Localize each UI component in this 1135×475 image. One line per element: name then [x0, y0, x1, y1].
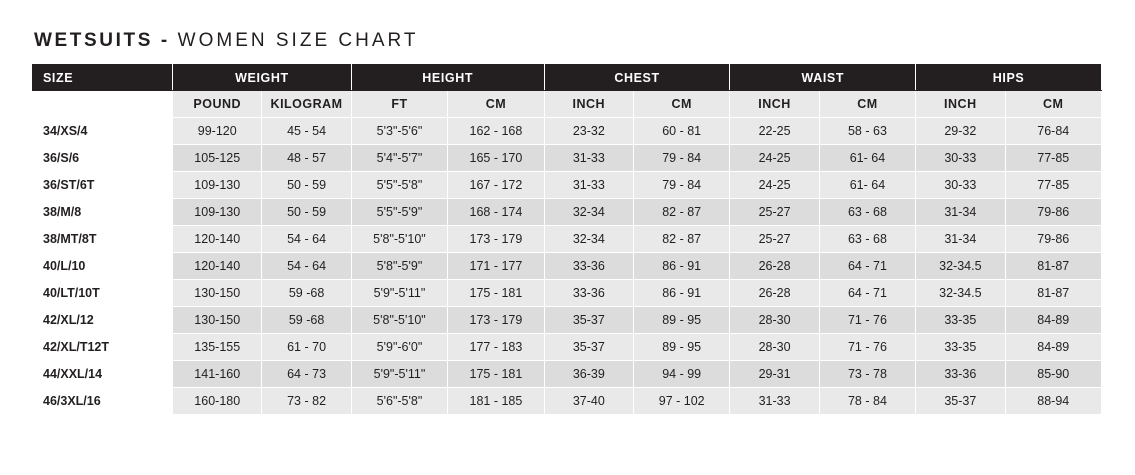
table-row	[33, 145, 1102, 172]
unit-header-pound: POUND	[173, 91, 262, 118]
group-header-size: SIZE	[33, 65, 173, 91]
measurement-cell: 31-33	[730, 388, 819, 415]
measurement-cell: 60 - 81	[633, 118, 729, 145]
measurement-cell: 173 - 179	[448, 307, 544, 334]
measurement-cell: 30-33	[916, 172, 1005, 199]
unit-header-kilogram: KILOGRAM	[262, 91, 351, 118]
measurement-cell: 97 - 102	[633, 388, 729, 415]
measurement-cell: 78 - 84	[819, 388, 915, 415]
unit-header-hips-cm: CM	[1005, 91, 1102, 118]
group-header-chest: CHEST	[544, 65, 730, 91]
measurement-cell: 79 - 84	[633, 172, 729, 199]
measurement-cell: 77-85	[1005, 172, 1102, 199]
table-row	[33, 253, 1102, 280]
measurement-cell: 73 - 82	[262, 388, 351, 415]
measurement-cell: 86 - 91	[633, 280, 729, 307]
measurement-cell: 109-130	[173, 172, 262, 199]
measurement-cell: 31-34	[916, 226, 1005, 253]
measurement-cell: 28-30	[730, 307, 819, 334]
measurement-cell: 171 - 177	[448, 253, 544, 280]
group-header-hips: HIPS	[916, 65, 1102, 91]
measurement-cell: 50 - 59	[262, 172, 351, 199]
measurement-cell: 24-25	[730, 145, 819, 172]
measurement-cell: 5'3"-5'6"	[351, 118, 447, 145]
measurement-cell: 5'8"-5'10"	[351, 226, 447, 253]
size-label-cell: 34/XS/4	[33, 118, 173, 145]
measurement-cell: 45 - 54	[262, 118, 351, 145]
measurement-cell: 25-27	[730, 199, 819, 226]
size-label-cell: 46/3XL/16	[33, 388, 173, 415]
measurement-cell: 33-36	[544, 253, 633, 280]
measurement-cell: 81-87	[1005, 280, 1102, 307]
measurement-cell: 32-34.5	[916, 253, 1005, 280]
measurement-cell: 25-27	[730, 226, 819, 253]
measurement-cell: 31-33	[544, 172, 633, 199]
measurement-cell: 120-140	[173, 226, 262, 253]
measurement-cell: 109-130	[173, 199, 262, 226]
measurement-cell: 79-86	[1005, 226, 1102, 253]
measurement-cell: 94 - 99	[633, 361, 729, 388]
measurement-cell: 79-86	[1005, 199, 1102, 226]
measurement-cell: 88-94	[1005, 388, 1102, 415]
measurement-cell: 30-33	[916, 145, 1005, 172]
measurement-cell: 71 - 76	[819, 307, 915, 334]
measurement-cell: 31-34	[916, 199, 1005, 226]
measurement-cell: 76-84	[1005, 118, 1102, 145]
table-row	[33, 172, 1102, 199]
table-row	[33, 226, 1102, 253]
measurement-cell: 64 - 71	[819, 280, 915, 307]
measurement-cell: 79 - 84	[633, 145, 729, 172]
measurement-cell: 160-180	[173, 388, 262, 415]
measurement-cell: 48 - 57	[262, 145, 351, 172]
unit-header-chest-inch: INCH	[544, 91, 633, 118]
measurement-cell: 89 - 95	[633, 307, 729, 334]
measurement-cell: 33-36	[544, 280, 633, 307]
group-header-waist: WAIST	[730, 65, 916, 91]
size-label-cell: 36/ST/6T	[33, 172, 173, 199]
measurement-cell: 173 - 179	[448, 226, 544, 253]
measurement-cell: 32-34.5	[916, 280, 1005, 307]
group-header-row	[33, 65, 1102, 91]
measurement-cell: 85-90	[1005, 361, 1102, 388]
measurement-cell: 61- 64	[819, 172, 915, 199]
measurement-cell: 181 - 185	[448, 388, 544, 415]
measurement-cell: 37-40	[544, 388, 633, 415]
measurement-cell: 33-36	[916, 361, 1005, 388]
unit-header-blank	[33, 91, 173, 118]
measurement-cell: 61 - 70	[262, 334, 351, 361]
measurement-cell: 141-160	[173, 361, 262, 388]
measurement-cell: 22-25	[730, 118, 819, 145]
table-row	[33, 307, 1102, 334]
table-row	[33, 280, 1102, 307]
measurement-cell: 99-120	[173, 118, 262, 145]
measurement-cell: 168 - 174	[448, 199, 544, 226]
table-row	[33, 118, 1102, 145]
measurement-cell: 61- 64	[819, 145, 915, 172]
measurement-cell: 175 - 181	[448, 361, 544, 388]
unit-header-hips-inch: INCH	[916, 91, 1005, 118]
measurement-cell: 58 - 63	[819, 118, 915, 145]
measurement-cell: 82 - 87	[633, 226, 729, 253]
measurement-cell: 36-39	[544, 361, 633, 388]
size-label-cell: 38/M/8	[33, 199, 173, 226]
measurement-cell: 29-31	[730, 361, 819, 388]
measurement-cell: 54 - 64	[262, 253, 351, 280]
table-head	[33, 65, 1102, 118]
size-label-cell: 40/L/10	[33, 253, 173, 280]
size-label-cell: 36/S/6	[33, 145, 173, 172]
measurement-cell: 5'9"-5'11"	[351, 280, 447, 307]
measurement-cell: 71 - 76	[819, 334, 915, 361]
unit-header-ft: FT	[351, 91, 447, 118]
measurement-cell: 35-37	[544, 307, 633, 334]
measurement-cell: 5'8"-5'10"	[351, 307, 447, 334]
table-row	[33, 199, 1102, 226]
table-row	[33, 334, 1102, 361]
unit-header-chest-cm: CM	[633, 91, 729, 118]
measurement-cell: 26-28	[730, 280, 819, 307]
measurement-cell: 50 - 59	[262, 199, 351, 226]
measurement-cell: 130-150	[173, 280, 262, 307]
unit-header-height-cm: CM	[448, 91, 544, 118]
measurement-cell: 59 -68	[262, 280, 351, 307]
measurement-cell: 77-85	[1005, 145, 1102, 172]
page-title	[34, 30, 1103, 52]
measurement-cell: 23-32	[544, 118, 633, 145]
measurement-cell: 81-87	[1005, 253, 1102, 280]
measurement-cell: 5'4"-5'7"	[351, 145, 447, 172]
unit-header-row	[33, 91, 1102, 118]
measurement-cell: 59 -68	[262, 307, 351, 334]
measurement-cell: 130-150	[173, 307, 262, 334]
measurement-cell: 33-35	[916, 307, 1005, 334]
size-label-cell: 42/XL/T12T	[33, 334, 173, 361]
measurement-cell: 5'9"-6'0"	[351, 334, 447, 361]
group-header-weight: WEIGHT	[173, 65, 352, 91]
measurement-cell: 177 - 183	[448, 334, 544, 361]
measurement-cell: 73 - 78	[819, 361, 915, 388]
size-label-cell: 38/MT/8T	[33, 226, 173, 253]
table-body	[33, 118, 1102, 415]
size-label-cell: 42/XL/12	[33, 307, 173, 334]
measurement-cell: 89 - 95	[633, 334, 729, 361]
measurement-cell: 175 - 181	[448, 280, 544, 307]
measurement-cell: 5'5"-5'8"	[351, 172, 447, 199]
measurement-cell: 162 - 168	[448, 118, 544, 145]
measurement-cell: 135-155	[173, 334, 262, 361]
unit-header-waist-cm: CM	[819, 91, 915, 118]
measurement-cell: 105-125	[173, 145, 262, 172]
measurement-cell: 86 - 91	[633, 253, 729, 280]
size-label-cell: 40/LT/10T	[33, 280, 173, 307]
measurement-cell: 54 - 64	[262, 226, 351, 253]
measurement-cell: 32-34	[544, 226, 633, 253]
measurement-cell: 5'6"-5'8"	[351, 388, 447, 415]
measurement-cell: 5'9"-5'11"	[351, 361, 447, 388]
measurement-cell: 5'8"-5'9"	[351, 253, 447, 280]
measurement-cell: 24-25	[730, 172, 819, 199]
measurement-cell: 32-34	[544, 199, 633, 226]
measurement-cell: 31-33	[544, 145, 633, 172]
measurement-cell: 5'5"-5'9"	[351, 199, 447, 226]
measurement-cell: 165 - 170	[448, 145, 544, 172]
measurement-cell: 35-37	[544, 334, 633, 361]
measurement-cell: 167 - 172	[448, 172, 544, 199]
measurement-cell: 28-30	[730, 334, 819, 361]
table-row	[33, 361, 1102, 388]
measurement-cell: 120-140	[173, 253, 262, 280]
measurement-cell: 26-28	[730, 253, 819, 280]
measurement-cell: 63 - 68	[819, 199, 915, 226]
measurement-cell: 63 - 68	[819, 226, 915, 253]
size-chart-table	[32, 64, 1102, 415]
measurement-cell: 64 - 71	[819, 253, 915, 280]
measurement-cell: 29-32	[916, 118, 1005, 145]
measurement-cell: 64 - 73	[262, 361, 351, 388]
measurement-cell: 35-37	[916, 388, 1005, 415]
measurement-cell: 82 - 87	[633, 199, 729, 226]
page-title-light: WOMEN SIZE CHART	[177, 30, 419, 51]
group-header-height: HEIGHT	[351, 65, 544, 91]
table-row	[33, 388, 1102, 415]
unit-header-waist-inch: INCH	[730, 91, 819, 118]
measurement-cell: 84-89	[1005, 307, 1102, 334]
size-label-cell: 44/XXL/14	[33, 361, 173, 388]
measurement-cell: 33-35	[916, 334, 1005, 361]
measurement-cell: 84-89	[1005, 334, 1102, 361]
page-title-bold: WETSUITS -	[34, 30, 170, 51]
